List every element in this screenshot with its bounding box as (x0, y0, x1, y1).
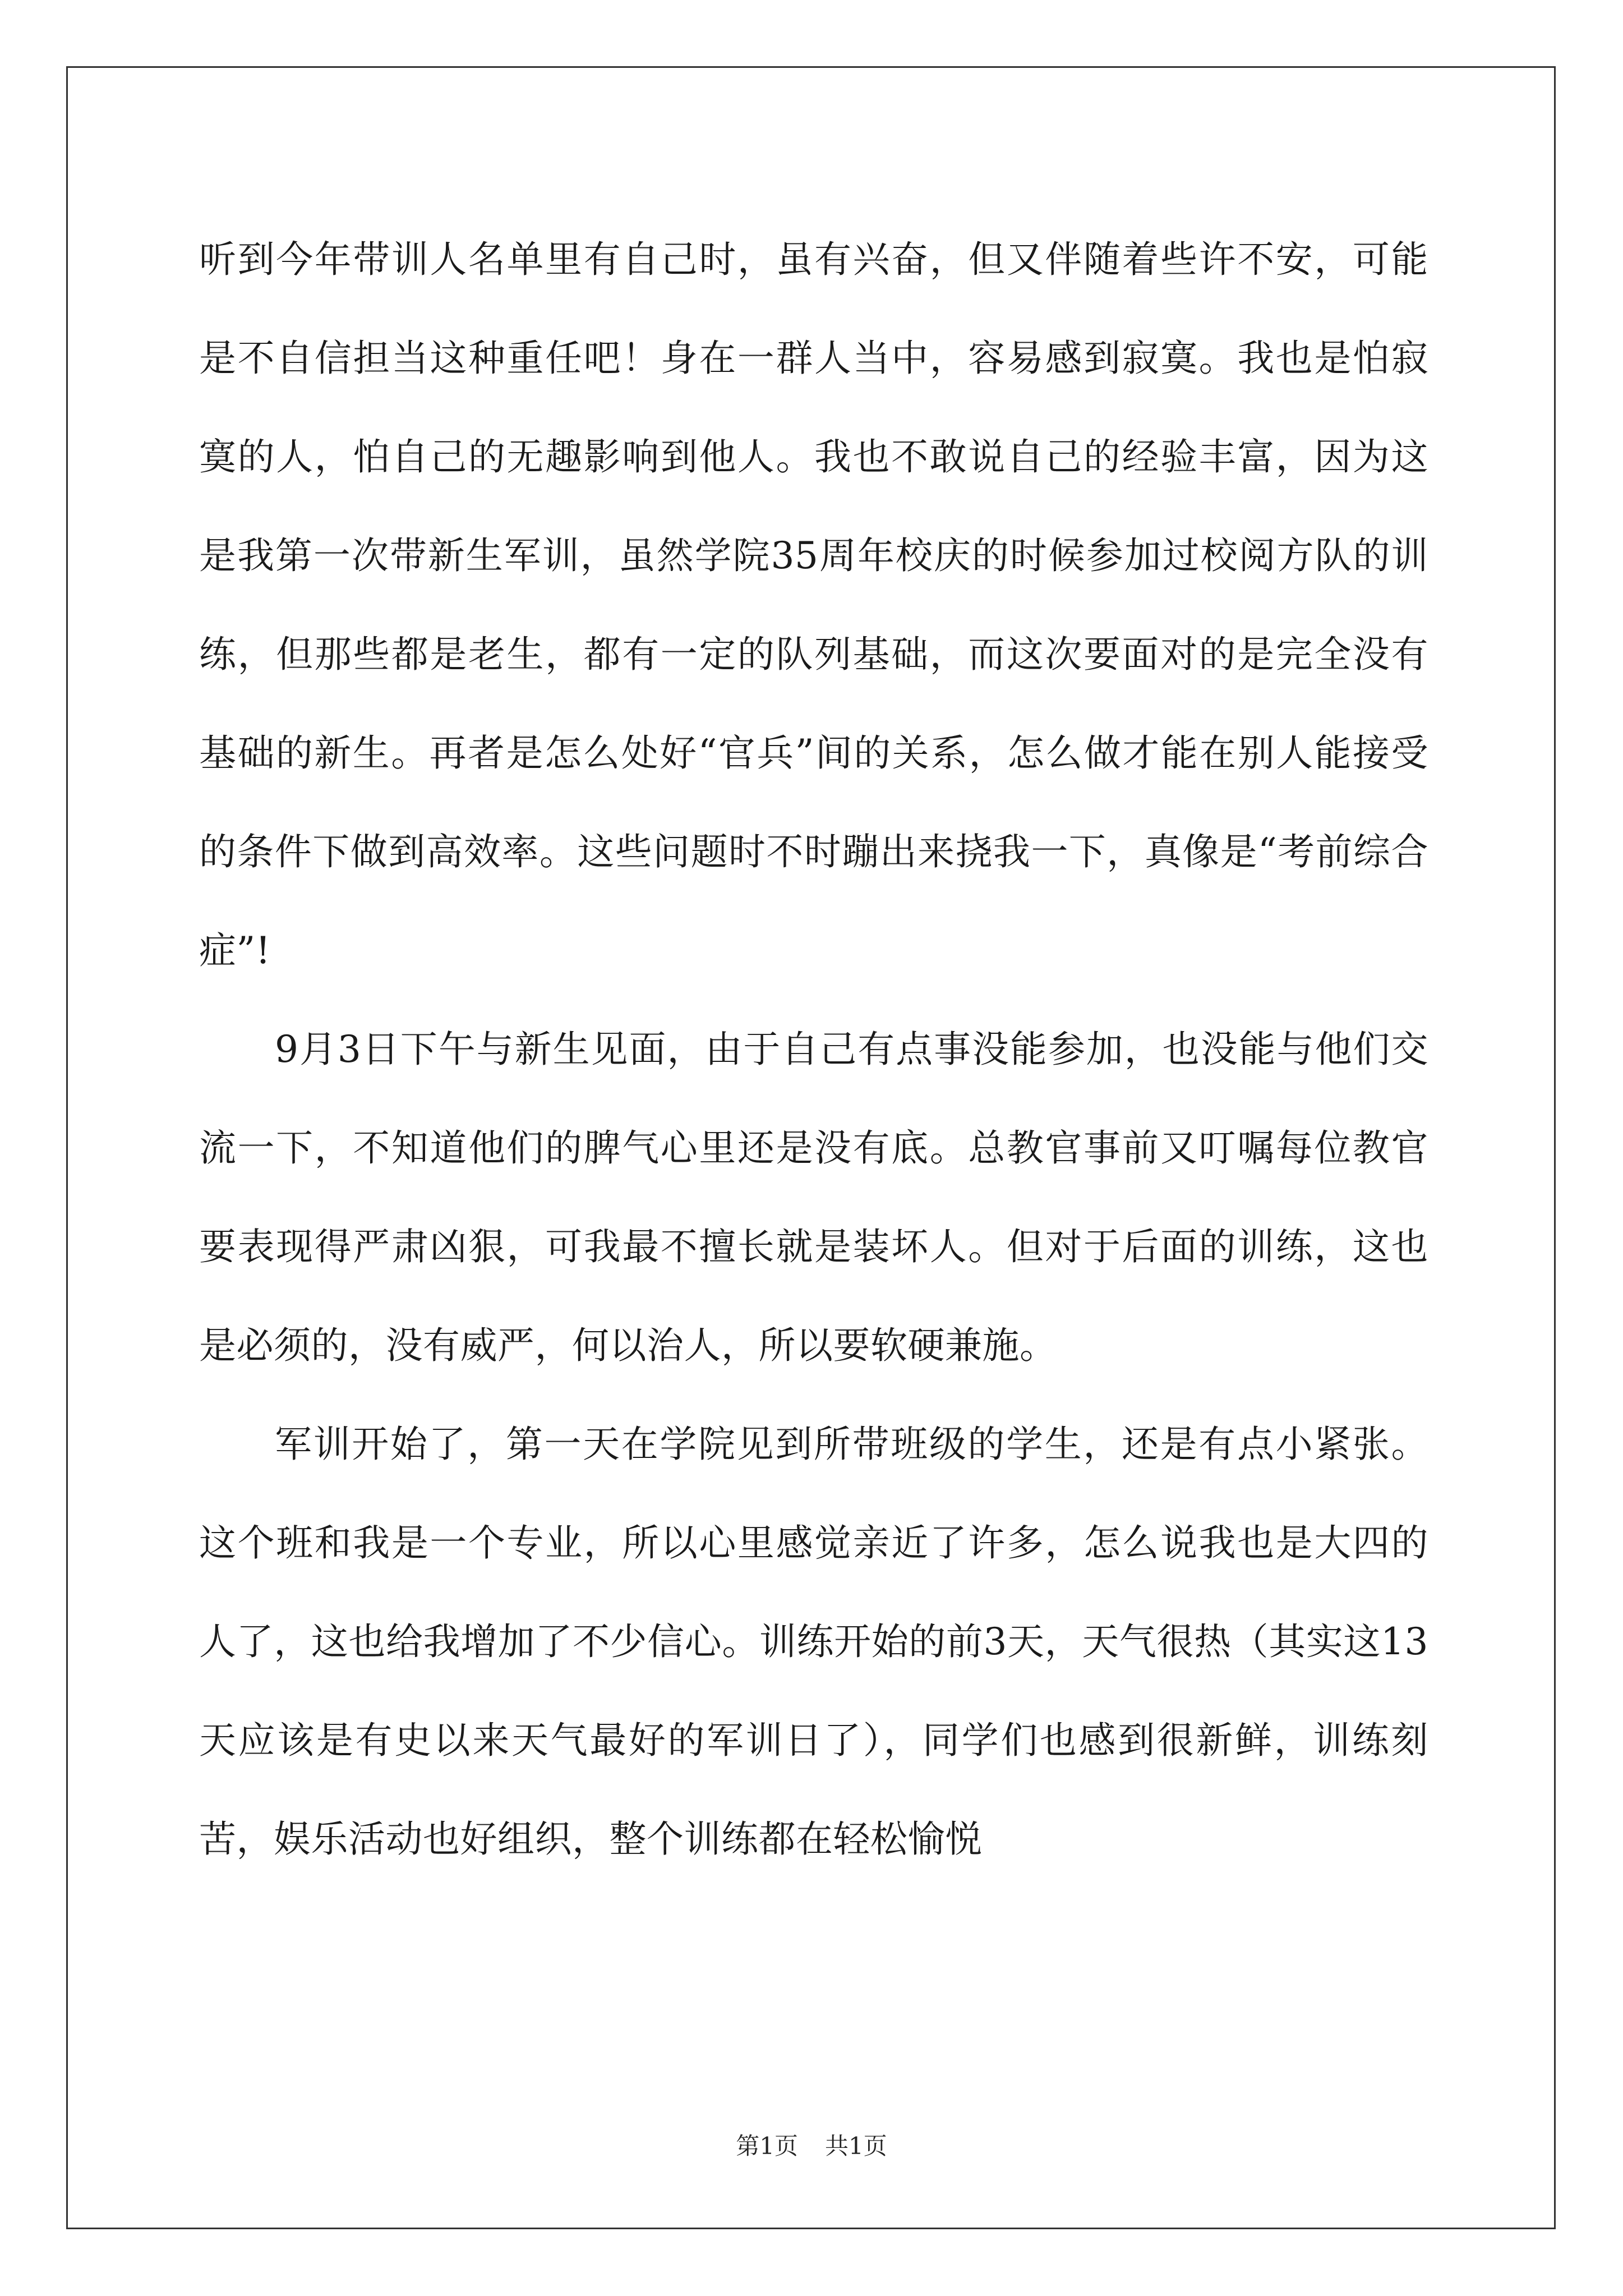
page-number: 第1页 (736, 2132, 798, 2160)
paragraph-1: 听到今年带训人名单里有自己时，虽有兴奋，但又伴随着些许不安，可能是不自信担当这种重任吧！身在一群人当中，容易感到寂寞。我也是怕寂寞的人，怕自己的无趣影响到他人。我也不敢说自己的经验丰富，因为这是我第一次带新生军训，虽然学院35周年校庆的时候参加过校阅方队的训练，但那些都是老生，都有一定的队列基础，而这次要面对的是完全没有基础的新生。再者是怎么处好“官兵”间的关系，怎么做才能在别人能接受的条件下做到高效率。这些问题时不时蹦出来挠我一下，真像是“考前综合症”! (199, 238, 1428, 972)
paragraph-3: 军训开始了，第一天在学院见到所带班级的学生，还是有点小紧张。这个班和我是一个专业，所以心里感觉亲近了许多，怎么说我也是大四的人了，这也给我增加了不少信心。训练开始的前3天，天气很热（其实这13天应该是有史以来天气最好的军训日了），同学们也感到很新鲜，训练刻苦，娱乐活动也好组织，整个训练都在轻松愉悦 (199, 1423, 1428, 1861)
page-footer (0, 2131, 1623, 2162)
paragraph-2: 9月3日下午与新生见面，由于自己有点事没能参加，也没能与他们交流一下，不知道他们的脾气心里还是没有底。总教官事前又叮嘱每位教官要表现得严肃凶狠，可我最不擅长就是装坏人。但对于后面的训练，这也是必须的，没有威严，何以治人，所以要软硬兼施。 (199, 1028, 1428, 1367)
page-total: 共1页 (825, 2132, 887, 2160)
document-body (199, 210, 1428, 1889)
